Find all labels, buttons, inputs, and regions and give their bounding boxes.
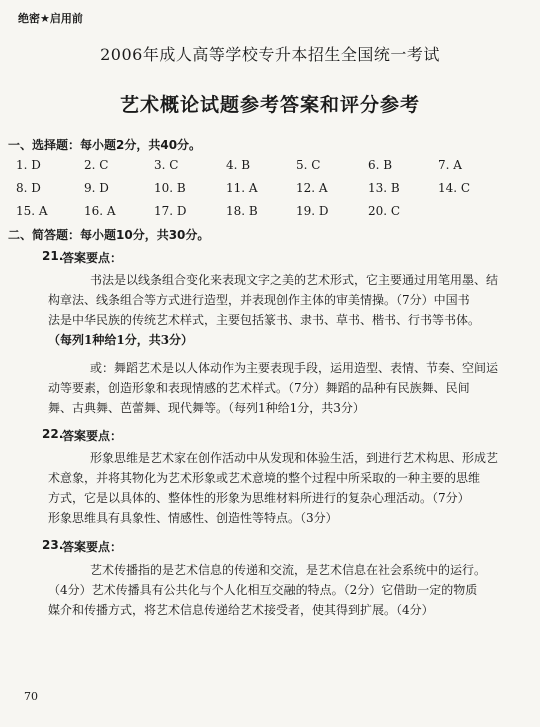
question-21-number: 21. [42, 249, 64, 263]
answer-item: 20. C [368, 204, 401, 218]
q23-line: 媒介和传播方式，将艺术信息传递给艺术接受者，使其得到扩展。（4分） [48, 603, 434, 617]
q22-line: 形象思维具有具象性、情感性、创造性等特点。（3分） [48, 511, 338, 525]
section-1-heading: 一、选择题：每小题2分，共40分。 [8, 138, 202, 152]
question-22-label: 答案要点： [62, 429, 123, 443]
answer-item: 9. D [84, 181, 109, 195]
answer-item: 14. C [438, 181, 471, 195]
confidential-label: 绝密★启用前 [18, 12, 83, 25]
answer-item: 4. B [226, 158, 251, 172]
question-22-number: 22. [42, 427, 64, 441]
q21-p1-line: 法是中华民族的传统艺术样式，主要包括篆书、隶书、草书、楷书、行书等书体。 [48, 313, 481, 327]
q21-p2-line: 动等要素，创造形象和表现情感的艺术样式。（7分）舞蹈的品种有民族舞、民间 [48, 381, 470, 395]
answer-item: 2. C [84, 158, 109, 172]
answer-item: 15. A [16, 204, 48, 218]
question-22-paragraph [48, 448, 526, 528]
question-21-paragraph-1 [48, 270, 526, 350]
q21-p1-line: 构章法、线条组合等方式进行造型，并表现创作主体的审美情操。（7分）中国书 [48, 293, 470, 307]
exam-title: 2006年成人高等学校专升本招生全国统一考试 [100, 45, 440, 64]
answer-item: 13. B [368, 181, 400, 195]
answer-item: 3. C [154, 158, 179, 172]
q21-p2-line: 舞、古典舞、芭蕾舞、现代舞等。（每列1种给1分，共3分） [48, 401, 365, 415]
question-23-paragraph [48, 560, 526, 620]
answer-item: 5. C [296, 158, 321, 172]
answer-item: 8. D [16, 181, 41, 195]
answer-item: 1. D [16, 158, 41, 172]
answer-item: 16. A [84, 204, 116, 218]
q22-line: 方式，它是以具体的、整体性的形象为思维材料所进行的复杂心理活动。（7分） [48, 491, 470, 505]
page-number: 70 [24, 690, 38, 703]
q21-p2-line: 或：舞蹈艺术是以人体动作为主要表现手段，运用造型、表情、节奏、空间运 [90, 361, 499, 375]
question-23-number: 23. [42, 538, 64, 552]
answer-item: 19. D [296, 204, 329, 218]
answer-item: 11. A [226, 181, 258, 195]
question-21-paragraph-2 [48, 358, 526, 418]
section-2-heading: 二、简答题：每小题10分，共30分。 [8, 228, 210, 242]
question-21-label: 答案要点： [62, 251, 123, 265]
answer-item: 6. B [368, 158, 393, 172]
q21-p1-line: （每列1种给1分，共3分） [48, 333, 194, 347]
q23-line: （4分）艺术传播具有公共化与个人化相互交融的特点。（2分）它借助一定的物质 [48, 583, 478, 597]
q22-line: 形象思维是艺术家在创作活动中从发现和体验生活，到进行艺术构思、形成艺 [90, 451, 499, 465]
q21-p1-line: 书法是以线条组合变化来表现文字之美的艺术形式，它主要通过用笔用墨、结 [90, 273, 499, 287]
answer-item: 17. D [154, 204, 187, 218]
answer-item: 7. A [438, 158, 462, 172]
q23-line: 艺术传播指的是艺术信息的传递和交流，是艺术信息在社会系统中的运行。 [90, 563, 487, 577]
question-23-label: 答案要点： [62, 540, 123, 554]
document-title: 艺术概论试题参考答案和评分参考 [119, 94, 420, 116]
answer-item: 18. B [226, 204, 258, 218]
answer-item: 10. B [154, 181, 186, 195]
answer-item: 12. A [296, 181, 328, 195]
q22-line: 术意象，并将其物化为艺术形象或艺术意境的整个过程中所采取的一种主要的思维 [48, 471, 481, 485]
